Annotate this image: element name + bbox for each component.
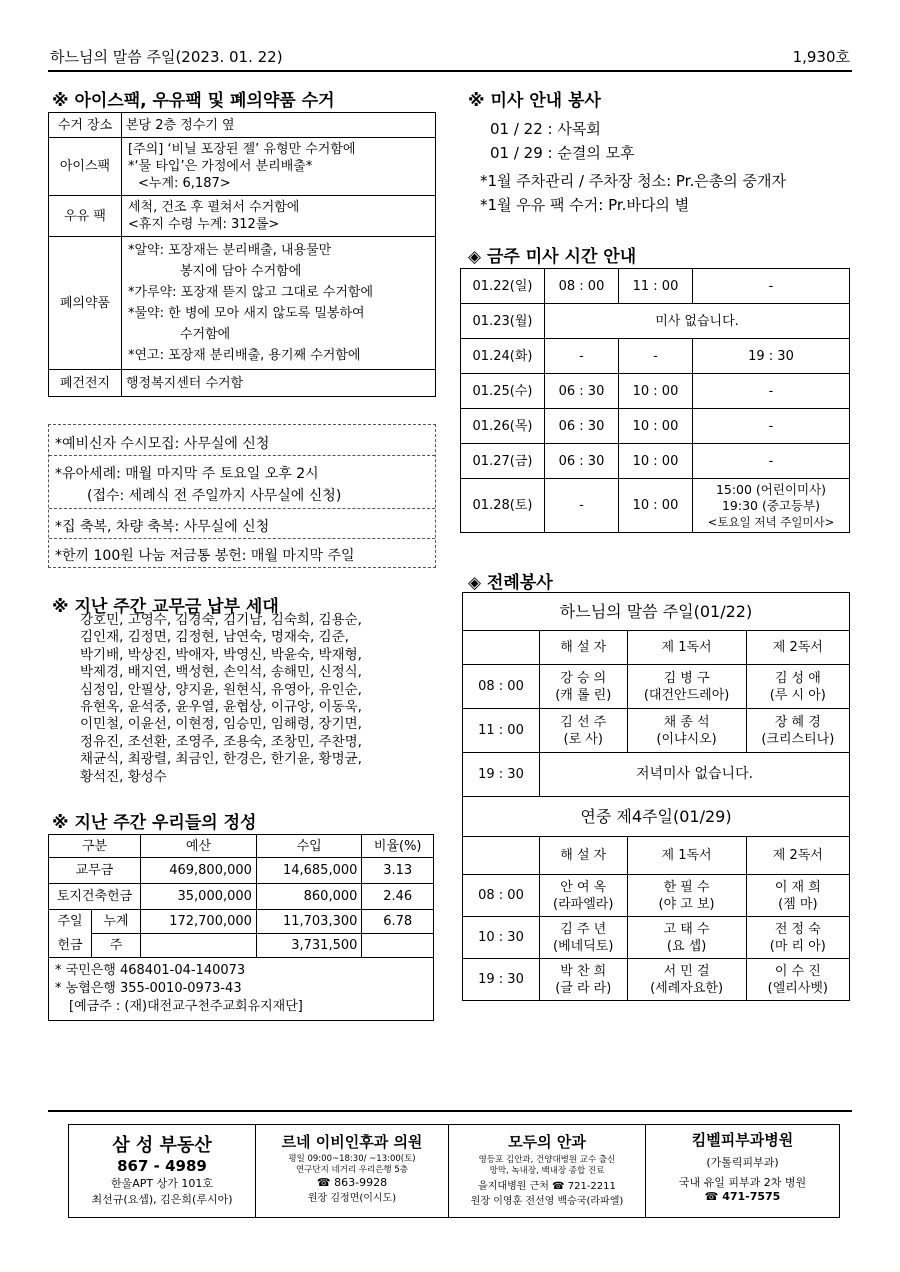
ad-dermatology: 킴벨피부과병원 (가톨릭피부과) 국내 유일 피부과 2차 병원 ☎ 471-7575 [678,1131,807,1203]
service-title: ※ 미사 안내 봉사 [468,91,601,111]
notice-line: *예비신자 수시모집: 사무실에 신청 [55,436,270,452]
ad-eye-clinic: 모두의 안과 영등포 김안과, 건양대병원 교수 출신 망막, 녹내장, 백내장 종합 진료 을지대병원 근처 ☎ 721-2211 원장 이영훈 전선영 백승국(라파엘) [449,1125,646,1217]
footer-divider [48,1110,852,1112]
pack-label: 우유 팩 [49,196,122,237]
pack-value: 행정복지센터 수거함 [122,370,436,397]
pack-value: *알약: 포장재는 분리배출, 내용물만 봉지에 담아 수거함에 *가루약: 포장재 뜯지 않고 그대로 수거함에 *물약: 한 병에 모아 새지 않도록 밀봉하여 수거함에 *연고: 포장재 분리배출, 용기째 수거함에 [122,237,436,370]
notice-line: *한끼 100원 나눔 저금통 봉헌: 매월 마지막 주일 [55,548,355,564]
service-line: *1월 주차관리 / 주차장 청소: Pr.은총의 중개자 [480,172,786,190]
liturgy-table: 하느님의 말씀 주일(01/22) 해 설 자 제 1독서 제 2독서 08 : 00 강 승 의 (캐 롤 린) 김 병 구 (대건안드레아) 김 성 애 (루 시 아) 11 : 00 김 선 주 (로 사) 채 종 석 (이냐시오) 장 혜 경 (크리스티나) 19 : 30 저녁미사 없습니다. 연중 제4주일(01/29) 해 설 자 제 1독서 제 2독서 08 : 00 안 여 옥 (라파엘라) 한 필 수 (야 고 보) 이 재 희 (젬 마) 10 : 30 김 주 년 (베네딕토) 고 태 수 (요 셉) 전 정 숙 (마 리 아) 19 : 30 박 찬 희 (글 라 라) 서 민 걸 (세례자요한) 이 수 진 (엘리사벳) [462,592,850,1001]
notice-line: (접수: 세례식 전 주일까지 사무실에 신청) [87,488,342,504]
ad-ent-clinic: 르네 이비인후과 의원 평일 09:00~18:30/ ~13:00(토) 연구단지 네거리 우리은행 5층 ☎ 863-9928 원장 김정면(이시도) [256,1125,449,1217]
pack-label: 수거 장소 [49,113,122,138]
ad-realestate: 삼 성 부동산 867 - 4989 한울APT 상가 101호 최선규(요셉), 김은희(루시아) [69,1125,256,1217]
pack-value: 세척, 건조 후 펼쳐서 수거함에 <휴지 수령 누계: 312롤> [122,196,436,237]
liturgy-title: ◈ 전례봉사 [468,573,553,593]
pack-table [48,112,436,397]
pack-value: 본당 2층 정수기 옆 [122,113,436,138]
pack-value: [주의] ‘비닐 포장된 젤’ 유형만 수거함에 *‘물 타입’은 가정에서 분리배출* <누계: 6,187> [122,138,436,196]
pack-title: ※ 아이스팩, 우유팩 및 폐의약품 수거 [52,91,335,111]
mass-title: ◈ 금주 미사 시간 안내 [468,247,637,267]
donor-list: 강호민, 고영수, 김경숙, 김기남, 김숙희, 김용순, 김인재, 김정면, 김정현, 남연숙, 명재숙, 김준, 박기배, 박상진, 박애자, 박영신, 박윤숙, 박재형, 박제경, 배지연, 백성현, 손익석, 송해민, 신정식, 심정임, 안필상, 양지윤, 원현식, 유영아, 유인순, 유현옥, 윤석중, 윤우열, 윤협상, 이규앙, 이동욱, 이민철, 이윤선, 이현정, 임승민, 임해령, 장기면, 정유진, 조선환, 조영주, 조용숙, 조창민, 주찬명, 채균식, 최광렬, 최금인, 한경은, 한기윤, 황명균, 황석진, 황성수 [80,612,362,785]
pack-label: 폐의약품 [49,237,122,370]
pack-label: 아이스팩 [49,138,122,196]
pack-label: 폐건전지 [49,370,122,397]
finance-table: 구분 예산 수입 비율(%) 교무금 469,800,000 14,685,000 3.13 토지건축헌금 35,000,000 860,000 2.46 주일 누계 172,700,000 11,703,300 6.78 헌금 주 3,731,500 * 국민은행 468401-04-140073 * 농협은행 355-0010-0973-43 [예금주 : (재)대전교구천주교회유지재단] [48,834,434,1021]
notice-box [48,424,436,568]
donors-title: ※ 지난 주간 교무금 납부 세대 [52,597,279,617]
service-line: *1월 우유 팩 수거: Pr.바다의 별 [480,196,690,214]
bulletin-title: 하느님의 말씀 주일(2023. 01. 22) [50,48,283,66]
notice-line: *유아세례: 매월 마지막 주 토요일 오후 2시 [55,466,319,482]
ads-bar [68,1124,840,1218]
finance-title: ※ 지난 주간 우리들의 정성 [52,813,257,833]
bank-accounts: * 국민은행 468401-04-140073 * 농협은행 355-0010-0973-43 [예금주 : (재)대전교구천주교회유지재단] [49,958,434,1021]
notice-line: *집 축복, 차량 축복: 사무실에 신청 [55,519,270,535]
issue-number: 1,930호 [792,48,850,66]
service-line: 01 / 22 : 사목회 [490,120,601,138]
mass-table: 01.22(일) 08 : 00 11 : 00 - 01.23(월) 미사 없습니다. 01.24(화) - - 19 : 30 01.25(수) 06 : 30 10 : 00 - 01.26(목) 06 : 30 10 : 00 - 01.27(금) 06 : 30 10 : 00 - 01.28(토) - 10 : 00 15:00 (어린이미사) 19:30 (중고등부) <토요일 저녁 주일미사> [460,268,850,533]
service-line: 01 / 29 : 순결의 모후 [490,144,635,162]
bulletin-header [48,40,852,72]
